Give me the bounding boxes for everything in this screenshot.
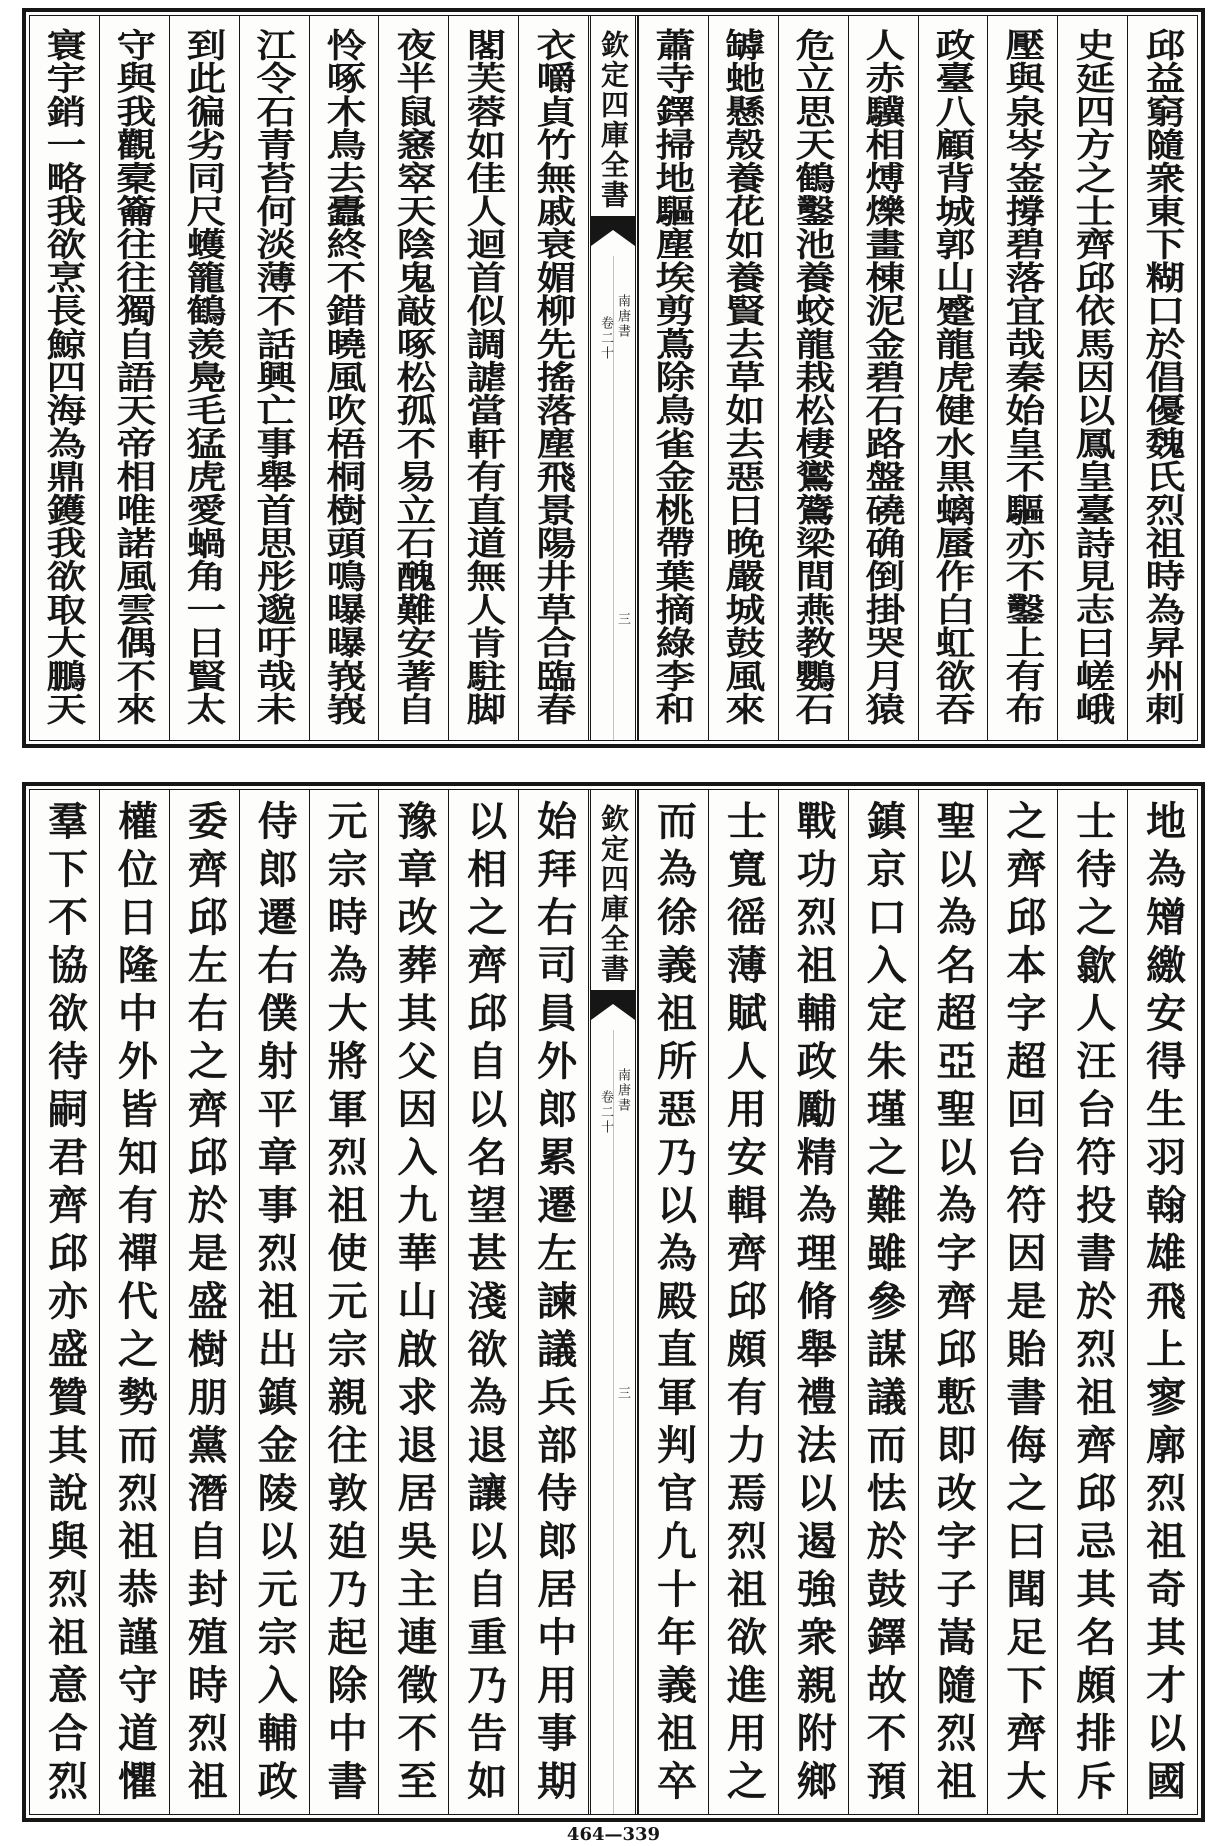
text-column (448, 790, 518, 1814)
column-text: 閣芙蓉如佳人迴首似調謔當軒有直道無人肯駐脚 (460, 28, 508, 726)
text-column (99, 16, 169, 740)
text-column (30, 790, 99, 1814)
page-number: 464—339 (566, 1824, 661, 1845)
text-column (1127, 16, 1197, 740)
text-column (918, 16, 988, 740)
column-text: 之齊邱本字超回台符因是貽書侮之曰聞足下齊大 (999, 800, 1047, 1808)
text-column (30, 16, 99, 740)
column-text: 政臺八顧背城郭山蹙龍虎健水黒螭蜃作白虹欲吞 (929, 28, 977, 726)
column-text: 委齊邱左右之齊邱於是盛樹朋黨潛自封殖時烈祖 (181, 800, 229, 1808)
fold-book-title: 南唐書 (615, 1068, 630, 1113)
text-column (638, 790, 708, 1814)
text-column (778, 790, 848, 1814)
column-text: 權位日隆中外皆知有禪代之勢而烈祖恭謹守道懼 (111, 800, 159, 1808)
column-text: 戰功烈祖輔政勵精為理脩舉禮法以遏強衆親附鄉 (790, 800, 838, 1808)
text-column (778, 16, 848, 740)
fold-volume: 卷二十 (598, 1090, 613, 1135)
column-text: 邱益窮隨衆東下糊口於倡優魏氏烈祖時為昇州刺 (1139, 28, 1186, 726)
column-text: 而為徐義祖所惡乃以為殿直軍判官凢十年義祖卒 (650, 800, 698, 1808)
fold-leaf-number: 三 (615, 1386, 630, 1401)
column-text: 壓與泉岑崟撐碧落宜哉秦始皇不驅亦不鑿上有布 (999, 28, 1047, 726)
fold-column (588, 790, 638, 1814)
lower-panel (22, 782, 1205, 1822)
column-text: 以相之齊邱自以名望甚淺欲為退讓以自重乃告如 (460, 800, 508, 1808)
column-text: 羣下不協欲待嗣君齊邱亦盛贊其說與烈祖意合烈 (41, 800, 89, 1808)
text-column (378, 16, 448, 740)
fold-column (588, 16, 638, 740)
column-text: 聖以為名超亞聖以為字齊邱慙即改字子嵩隨烈祖 (929, 800, 977, 1808)
column-text: 始拜右司員外郎累遷左諫議兵部侍郎居中用事期 (530, 800, 578, 1808)
column-text: 士待之歙人汪台符投書於烈祖齊邱忌其名頗排斥 (1069, 800, 1117, 1808)
column-text: 江令石青苔何淡薄不話興亡事舉首思彤邈吁哉未 (250, 28, 298, 726)
fold-volume: 卷二十 (598, 316, 613, 361)
text-column (708, 16, 778, 740)
column-text: 人赤驥相煿爍畫棟泥金碧石路盤磽确倒掛哭月猿 (859, 28, 907, 726)
fold-rule (613, 256, 614, 740)
upper-panel (22, 8, 1205, 748)
text-column (239, 16, 309, 740)
column-text: 元宗時為大將軍烈祖使元宗親往敦廹乃起除中書 (320, 800, 368, 1808)
column-text: 衣嚼貞竹無戚衰媚柳先搖落塵飛景陽井草合臨春 (530, 28, 577, 726)
text-column (169, 16, 239, 740)
fish-tail-icon (591, 990, 635, 1020)
text-column (99, 790, 169, 1814)
text-column (518, 16, 588, 740)
fold-book-title: 南唐書 (615, 294, 630, 339)
text-column (309, 16, 379, 740)
column-text: 夜半鼠窸窣天陰鬼敲啄松孤不易立石醜難安著自 (390, 28, 438, 726)
column-grid (29, 15, 1198, 741)
text-column (1057, 16, 1127, 740)
column-text: 蕭寺鐸掃地驅塵埃剪蔦除鳥雀金桃帶葉摘綠李和 (650, 28, 697, 726)
fold-leaf-number: 三 (615, 612, 630, 627)
fold-title: 欽定四庫全書 (597, 804, 630, 984)
text-column (987, 16, 1057, 740)
column-text: 地為矰繳安得生羽翰雄飛上寥廓烈祖奇其才以國 (1139, 800, 1187, 1808)
text-column (239, 790, 309, 1814)
column-text: 侍郎遷右僕射平章事烈祖出鎮金陵以元宗入輔政 (251, 800, 299, 1808)
column-text: 寰宇銷一略我欲烹長鯨四海為鼎鑊我欲取大鵬天 (41, 28, 88, 726)
text-column (708, 790, 778, 1814)
text-column (169, 790, 239, 1814)
column-text: 鎮京口入定朱瑾之難雖參謀議而怯於鼓鐸故不預 (860, 800, 908, 1808)
fold-title: 欽定四庫全書 (597, 30, 630, 210)
text-column (309, 790, 379, 1814)
column-text: 到此徧劣同尺蠖籠鶴羡鳧毛猛虎愛蝸角一日賢太 (180, 28, 228, 726)
column-text: 怜啄木鳥去蠹終不錯曉風吹梧桐樹頭鳴曝曝峩峩 (320, 28, 368, 726)
column-text: 罅虵懸殼養花如養賢去草如去惡日晚嚴城鼓風來 (719, 28, 767, 726)
text-column (1057, 790, 1127, 1814)
text-column (1127, 790, 1197, 1814)
text-column (378, 790, 448, 1814)
column-text: 士寬徭薄賦人用安輯齊邱頗有力焉烈祖欲進用之 (720, 800, 768, 1808)
text-column (987, 790, 1057, 1814)
fish-tail-icon (591, 216, 635, 246)
text-column (848, 790, 918, 1814)
text-column (638, 16, 708, 740)
text-column (518, 790, 588, 1814)
column-text: 豫章改葬其父因入九華山啟求退居吳主連徵不至 (390, 800, 438, 1808)
text-column (918, 790, 988, 1814)
text-column (448, 16, 518, 740)
fold-rule (613, 1030, 614, 1814)
text-column (848, 16, 918, 740)
column-text: 危立思天鶴鑿池養蛟龍栽松棲鸑鷟梁間燕教鸚石 (789, 28, 837, 726)
column-text: 史延四方之士齊邱依馬因以鳳皇臺詩見志曰嵯峨 (1069, 28, 1117, 726)
column-text: 守與我觀槖籥往往獨自語天帝相唯諾風雲偶不來 (110, 28, 158, 726)
column-grid (29, 789, 1198, 1815)
